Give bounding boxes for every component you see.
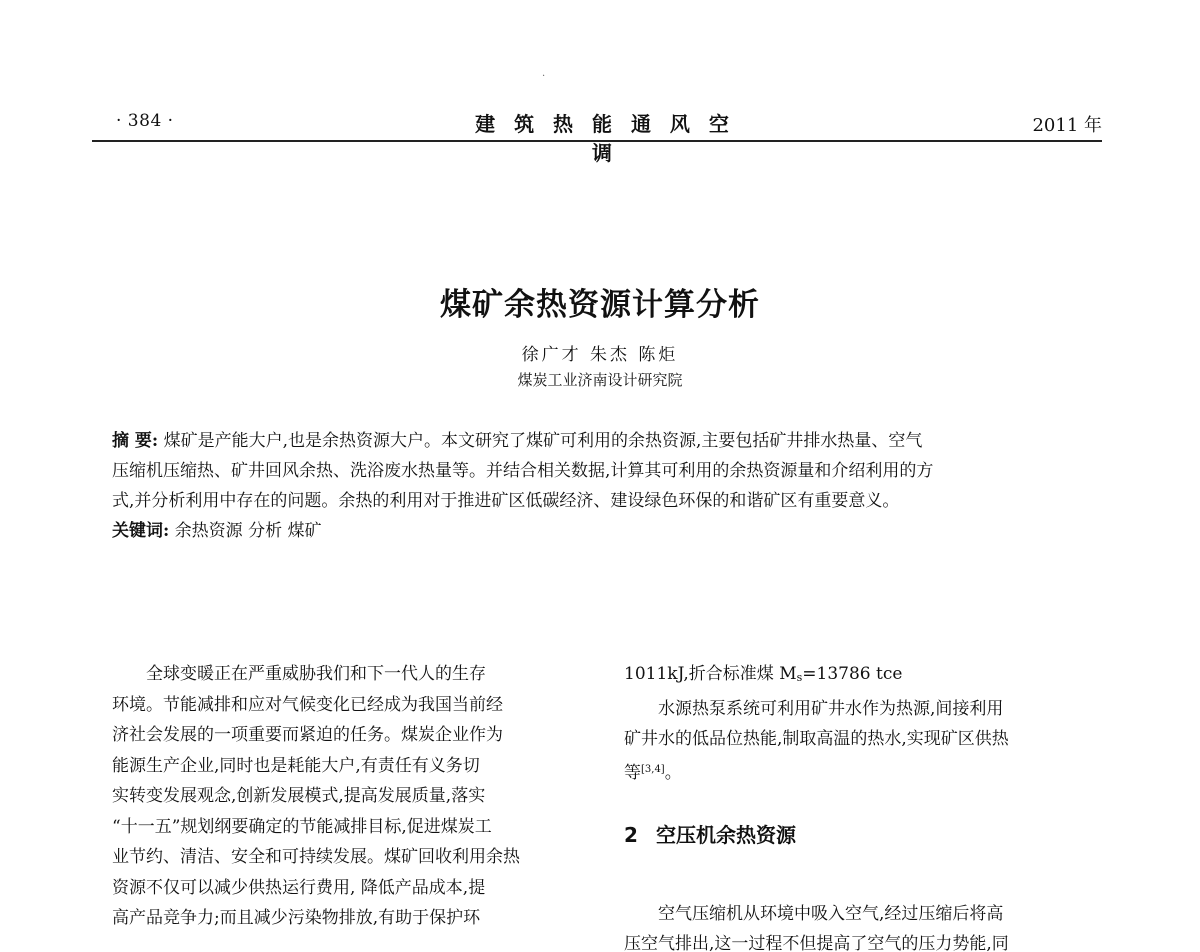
section-title: 空压机余热资源 [656, 823, 796, 847]
page-number: · 384 · [116, 111, 174, 131]
abstract-section [112, 426, 1094, 546]
decorative-dot: . [542, 68, 546, 79]
section-number: 2 [624, 823, 638, 847]
equation-line [624, 659, 1094, 694]
author-affiliation: 煤炭工业济南设计研究院 [517, 371, 683, 389]
left-column [112, 659, 577, 934]
publication-year: 2011 年 [1032, 115, 1102, 136]
keywords-label: 关键词: [112, 521, 170, 541]
running-header [92, 106, 1102, 165]
section-heading [624, 820, 1094, 851]
left-column-line-8: 资源不仅可以减少供热运行费用, 降低产品成本,提 [112, 877, 486, 898]
abstract-line-1 [112, 426, 1094, 456]
right-column-paragraph-2-line-1: 空气压缩机从环境中吸入空气,经过压缩后将高 [658, 903, 1004, 924]
left-column-line-1: 全球变暖正在严重威胁我们和下一代人的生存 [146, 664, 486, 684]
citation-reference: [3,4] [641, 763, 665, 775]
journal-name: 建 筑 热 能 通 风 空 调 [475, 112, 735, 165]
abstract-line-3: 式,并分析利用中存在的问题。余热的利用对于推进矿区低碳经济、建设绿色环保的和谐矿区有重要意义。 [112, 491, 900, 511]
equation-prefix: 1011kJ,折合标准煤 M [624, 664, 797, 684]
article-title: 煤矿余热资源计算分析 [440, 286, 760, 323]
abstract-line-2: 压缩机压缩热、矿井回风余热、洗浴废水热量等。并结合相关数据,计算其可利用的余热资源量和介绍利用的方 [112, 461, 934, 481]
left-column-line-4: 能源生产企业,同时也是耗能大户,有责任有义务切 [112, 755, 480, 776]
right-column-paragraph-1-line-3 [624, 755, 1094, 789]
left-column-line-3: 济社会发展的一项重要而紧迫的任务。煤炭企业作为 [112, 725, 503, 745]
keywords-value: 余热资源 分析 煤矿 [174, 521, 322, 541]
right-column-paragraph-1-line-1: 水源热泵系统可利用矿井水作为热源,间接利用 [658, 698, 1004, 719]
paragraph-1-last-text: 等 [624, 762, 641, 783]
right-column-paragraph-2-line-2: 压空气排出,这一过程不但提高了空气的压力势能,同 [624, 934, 1009, 952]
left-column-line-6: “十一五”规划纲要确定的节能减排目标,促进煤炭工 [112, 816, 492, 837]
article-authors: 徐广才 朱杰 陈炬 [521, 345, 679, 365]
keywords-line [112, 516, 1094, 546]
equation-suffix: =13786 tce [802, 664, 903, 684]
left-column-line-9: 高产品竞争力;而且减少污染物排放,有助于保护环 [112, 908, 481, 928]
right-column-paragraph-1-line-2: 矿井水的低品位热能,制取高温的热水,实现矿区供热 [624, 729, 1009, 749]
right-column [624, 659, 1094, 952]
abstract-label: 摘 要: [112, 431, 159, 451]
left-column-line-2: 环境。节能减排和应对气候变化已经成为我国当前经 [112, 694, 503, 715]
equation-subscript: s [796, 671, 803, 684]
paragraph-1-ending: 。 [664, 762, 682, 783]
left-column-line-5: 实转变发展观念,创新发展模式,提高发展质量,落实 [112, 786, 486, 806]
abstract-text-1: 煤矿是产能大户,也是余热资源大户。本文研究了煤矿可利用的余热资源,主要包括矿井排水热量、空气 [163, 431, 923, 451]
left-column-line-7: 业节约、清洁、安全和可持续发展。煤矿回收利用余热 [112, 847, 520, 867]
